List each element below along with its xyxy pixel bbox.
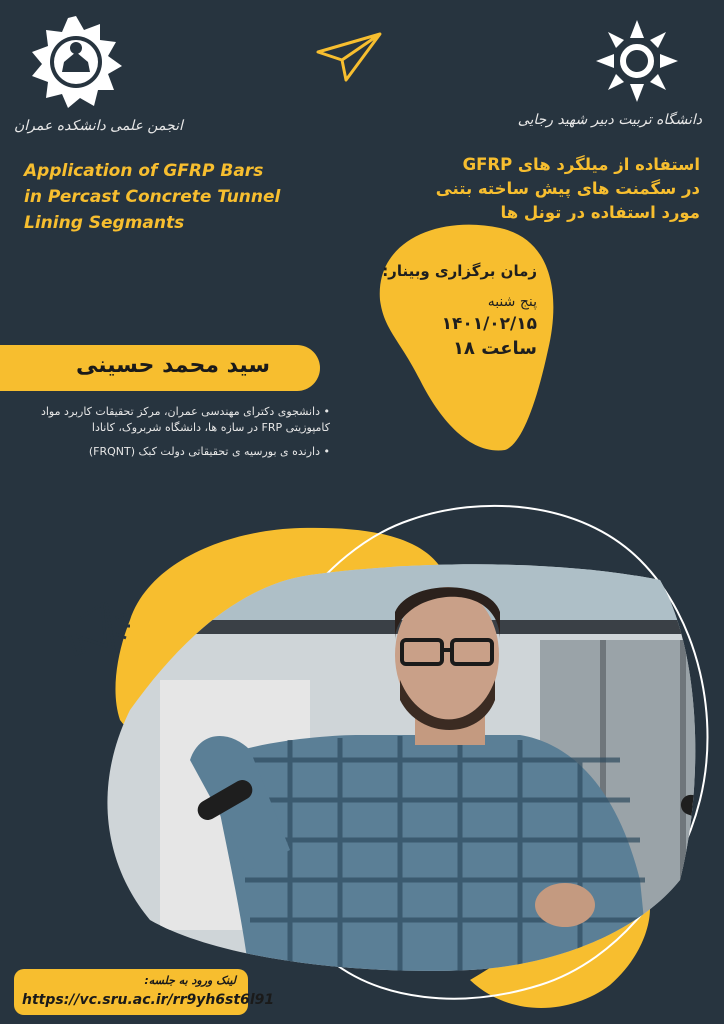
civil-association-logo: [28, 14, 124, 110]
session-link-label: لینک ورود به جلسه:: [144, 974, 236, 987]
schedule-date: ۱۴۰۱/۰۲/۱۵: [441, 314, 537, 334]
schedule-time: ساعت ۱۸: [452, 338, 537, 359]
persian-title-line: استفاده از میلگرد های GFRP: [462, 155, 700, 174]
right-logo-caption: دانشگاه تربیت دبیر شهید رجایی: [517, 112, 702, 128]
english-title-line: in Percast Concrete Tunnel: [24, 187, 281, 207]
bio-item: • دانشجوی دکترای مهندسی عمران، مرکز تحقیقات کاربرد مواد کامپوزیتی FRP در سازه ها، دانشگاه شربروک، کانادا: [40, 405, 330, 434]
megaphone-icon: [56, 592, 132, 662]
persian-title-line: در سگمنت های پیش ساخته بتنی: [435, 179, 700, 198]
persian-title: [370, 153, 700, 225]
session-link-url[interactable]: https://vc.sru.ac.ir/rr9yh6st6l91: [22, 992, 275, 1008]
persian-title-line: مورد استفاده در تونل ها: [500, 203, 700, 222]
english-title-line: Lining Segmants: [24, 213, 185, 233]
speaker-name-banner: [0, 345, 320, 391]
english-title: [24, 158, 324, 236]
webinar-schedule: [372, 262, 537, 359]
left-logo-caption: انجمن علمی دانشکده عمران: [14, 118, 183, 134]
schedule-day: پنج شنبه: [487, 294, 537, 310]
schedule-label: زمان برگزاری وبینار:: [382, 262, 537, 280]
speaker-name: سید محمد حسینی: [75, 353, 270, 378]
university-logo: [594, 18, 680, 104]
paper-plane-icon: [316, 30, 382, 86]
speaker-bio: [14, 404, 330, 468]
session-link-box[interactable]: [14, 969, 275, 1015]
bio-item: • دارنده ی بورسیه ی تحقیقاتی دولت کبک (FRQNT): [88, 445, 330, 458]
english-title-line: Application of GFRP Bars: [24, 161, 264, 181]
